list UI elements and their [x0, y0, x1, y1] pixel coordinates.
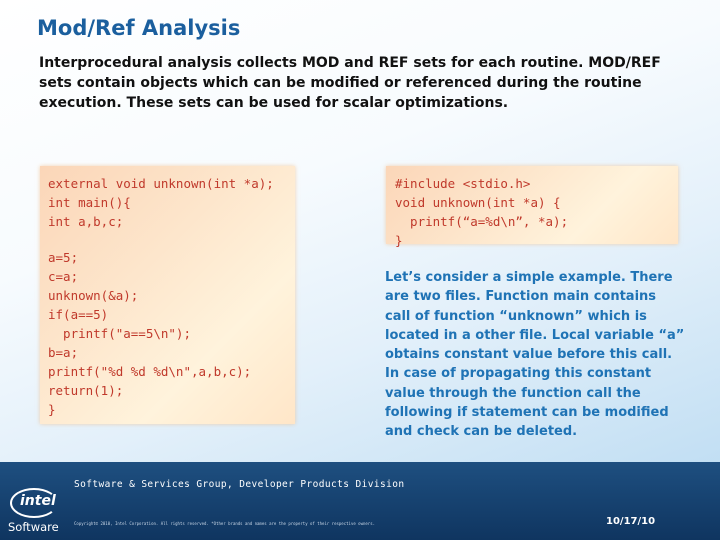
logo-brand-text: intel: [20, 493, 56, 509]
unknown-code: #include <stdio.h> void unknown(int *a) { printf(“a=%d\n”, *a); }: [395, 176, 569, 248]
slide-title: Mod/Ref Analysis: [37, 16, 241, 40]
explanation-text: Let’s consider a simple example. There are two files. Function main contains call of function “unknown” which is located in a other file. Local variable “a” obtains constant value before this call. In case of propagating this constant value through the function call the following if statement can be modified and check can be deleted.: [385, 270, 685, 440]
main-code-header: external void unknown(int *a); int main(){ int a,b,c;: [48, 176, 274, 229]
slide-date: 10/17/10: [606, 516, 656, 527]
footer-bar: [0, 462, 720, 540]
division-text: Software & Services Group, Developer Products Division: [74, 479, 405, 490]
logo-product-text: Software: [8, 520, 59, 534]
copyright-text: Copyright© 2010, Intel Corporation. All rights reserved. *Other brands and names are the property of their respective owners.: [74, 521, 376, 526]
main-code-body: a=5; c=a; unknown(&a); if(a==5) printf("a==5\n"); b=a; printf("%d %d %d\n",a,b,c); return(1); }: [48, 250, 252, 417]
intro-paragraph: Interprocedural analysis collects MOD and REF sets for each routine. MOD/REF sets contain objects which can be modified or referenced during the routine execution. These sets can be used for scalar optimizations.: [39, 55, 661, 111]
intel-software-logo: [8, 488, 60, 538]
